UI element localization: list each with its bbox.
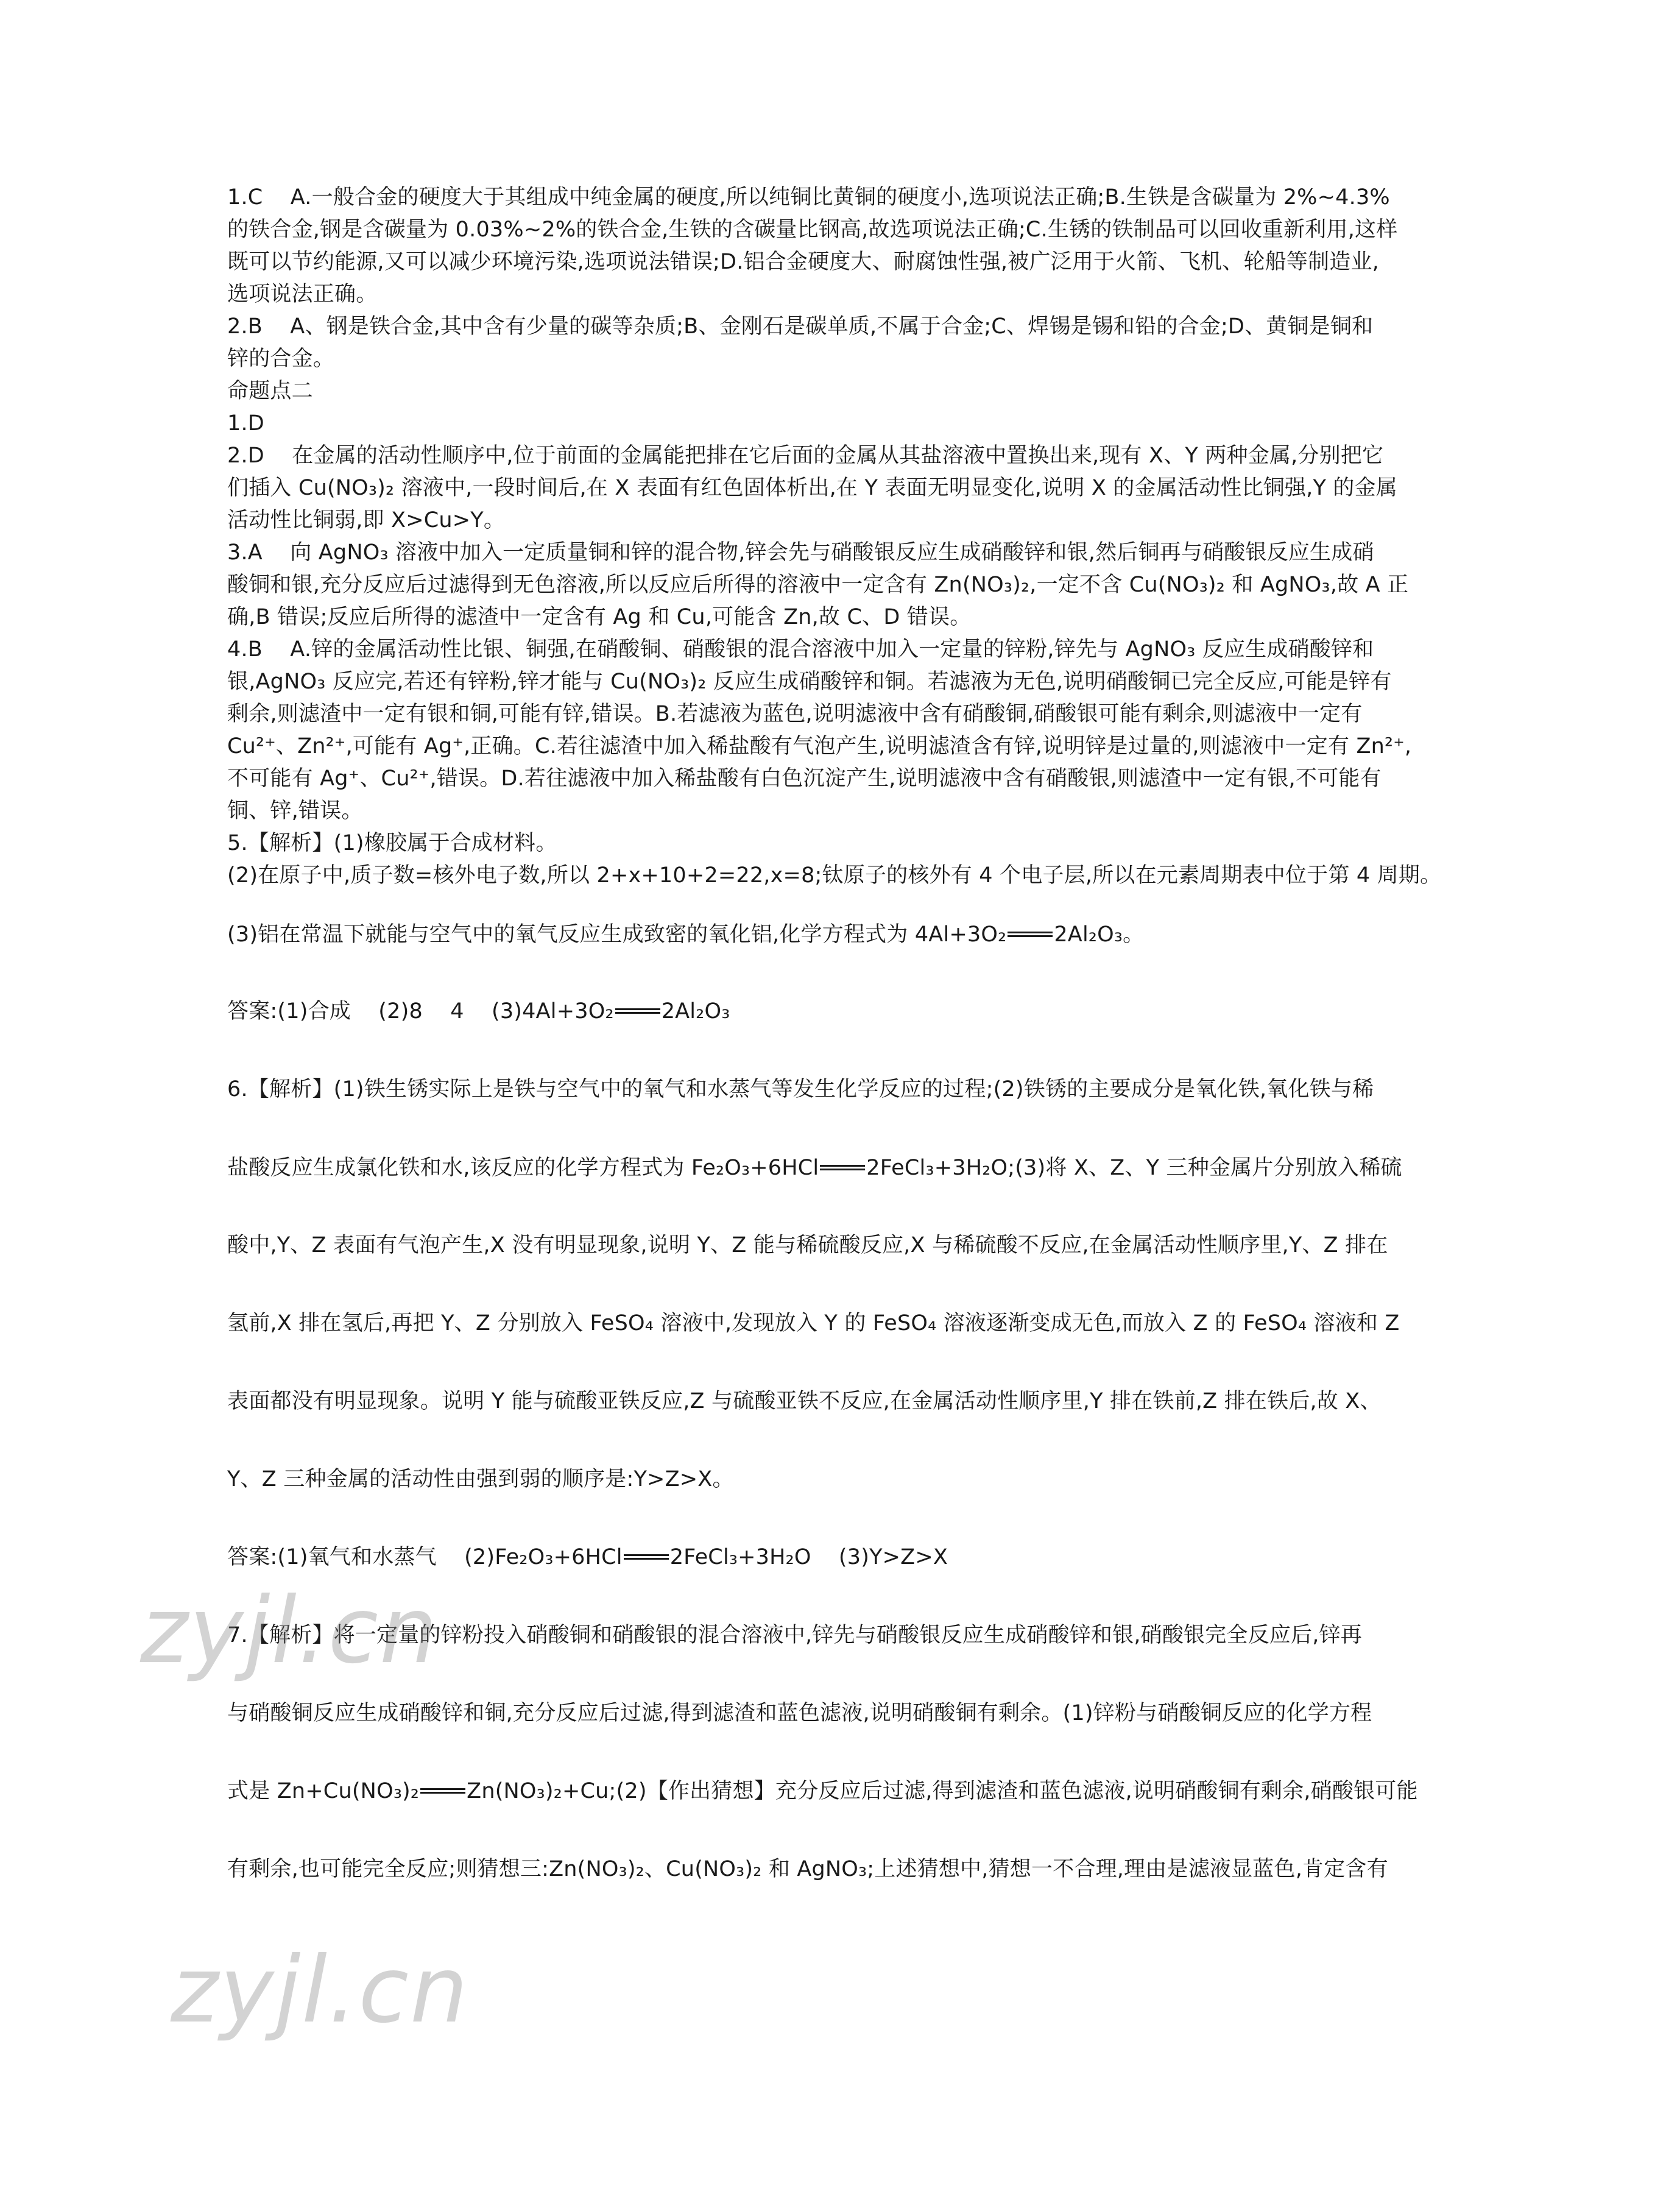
section-heading: 命题点二: [227, 379, 313, 403]
equation-line: [227, 920, 1452, 949]
text-line: 选项说法正确。: [227, 282, 378, 306]
text-line: 5.【解析】(1)橡胶属于合成材料。: [227, 831, 557, 855]
text-line: 确,B 错误;反应后所得的滤渣中一定含有 Ag 和 Cu,可能含 Zn,故 C、D 错误。: [227, 605, 972, 629]
watermark: zyjl.cn: [140, 1578, 439, 1684]
text-line: 4.B A.锌的金属活动性比银、铜强,在硝酸铜、硝酸银的混合溶液中加入一定量的锌粉,锌先与 AgNO₃ 反应生成硝酸锌和: [227, 637, 1374, 662]
text-segment: 答案:(1)氧气和水蒸气 (2)Fe₂O₃+6HCl: [227, 1545, 623, 1569]
reaction-equals-sign: [820, 1165, 865, 1170]
text-line: 1.C A.一般合金的硬度大于其组成中纯金属的硬度,所以纯铜比黄铜的硬度小,选项说法正确;B.生铁是含碳量为 2%~4.3%: [227, 185, 1390, 210]
text-segment: 2Al₂O₃。: [1054, 922, 1145, 947]
text-line: 2.D 在金属的活动性顺序中,位于前面的金属能把排在它后面的金属从其盐溶液中置换出来,现有 X、Y 两种金属,分别把它: [227, 444, 1384, 468]
text-line: 锌的合金。: [227, 347, 335, 371]
text-line: 不可能有 Ag⁺、Cu²⁺,错误。D.若往滤液中加入稀盐酸有白色沉淀产生,说明滤液中含有硝酸银,则滤渣中一定有银,不可能有: [227, 766, 1382, 791]
text-line: Y、Z 三种金属的活动性由强到弱的顺序是:Y>Z>X。: [227, 1467, 734, 1491]
equation-line: [227, 1777, 1452, 1806]
text-line: 铜、锌,错误。: [227, 799, 363, 823]
text-line: 酸中,Y、Z 表面有气泡产生,X 没有明显现象,说明 Y、Z 能与稀硫酸反应,X 与稀硫酸不反应,在金属活动性顺序里,Y、Z 排在: [227, 1233, 1388, 1257]
reaction-equals-sign: [1008, 932, 1053, 937]
text-line: 银,AgNO₃ 反应完,若还有锌粉,锌才能与 Cu(NO₃)₂ 反应生成硝酸锌和铜。若滤液为无色,说明硝酸铜已完全反应,可能是锌有: [227, 670, 1392, 694]
text-segment: 盐酸反应生成氯化铁和水,该反应的化学方程式为 Fe₂O₃+6HCl: [227, 1156, 819, 1180]
text-line: 氢前,X 排在氢后,再把 Y、Z 分别放入 FeSO₄ 溶液中,发现放入 Y 的 FeSO₄ 溶液逐渐变成无色,而放入 Z 的 FeSO₄ 溶液和 Z: [227, 1311, 1400, 1335]
text-segment: 2Al₂O₃: [661, 999, 730, 1024]
text-line: 剩余,则滤渣中一定有银和铜,可能有锌,错误。B.若滤液为蓝色,说明滤液中含有硝酸铜,硝酸银可能有剩余,则滤液中一定有: [227, 702, 1363, 726]
text-line: 既可以节约能源,又可以减少环境污染,选项说法错误;D.铝合金硬度大、耐腐蚀性强,被广泛用于火箭、飞机、轮船等制造业,: [227, 250, 1379, 274]
text-line: 们插入 Cu(NO₃)₂ 溶液中,一段时间后,在 X 表面有红色固体析出,在 Y 表面无明显变化,说明 X 的金属活动性比铜强,Y 的金属: [227, 476, 1397, 500]
text-line: 的铁合金,钢是含碳量为 0.03%~2%的铁合金,生铁的含碳量比钢高,故选项说法正确;C.生锈的铁制品可以回收重新利用,这样: [227, 218, 1398, 242]
text-line: 酸铜和银,充分反应后过滤得到无色溶液,所以反应后所得的溶液中一定含有 Zn(NO₃)₂,一定不含 Cu(NO₃)₂ 和 AgNO₃,故 A 正: [227, 573, 1409, 597]
text-line: 2.B A、钢是铁合金,其中含有少量的碳等杂质;B、金刚石是碳单质,不属于合金;C、焊锡是锡和铅的合金;D、黄铜是铜和: [227, 314, 1374, 339]
answer-line: [227, 1543, 1452, 1572]
text-line: 与硝酸铜反应生成硝酸锌和铜,充分反应后过滤,得到滤渣和蓝色滤液,说明硝酸铜有剩余。(1)锌粉与硝酸铜反应的化学方程: [227, 1701, 1372, 1725]
text-segment: 答案:(1)合成 (2)8 4 (3)4Al+3O₂: [227, 999, 614, 1024]
text-segment: 2FeCl₃+3H₂O (3)Y>Z>X: [669, 1545, 948, 1569]
text-line: 活动性比铜弱,即 X>Cu>Y。: [227, 508, 506, 532]
text-segment: 式是 Zn+Cu(NO₃)₂: [227, 1779, 420, 1803]
text-segment: Zn(NO₃)₂+Cu;(2)【作出猜想】充分反应后过滤,得到滤渣和蓝色滤液,说明硝酸铜有剩余,硝酸银可能: [467, 1779, 1418, 1803]
text-segment: 2FeCl₃+3H₂O;(3)将 X、Z、Y 三种金属片分别放入稀硫: [866, 1156, 1402, 1180]
reaction-equals-sign: [420, 1788, 465, 1794]
text-line: 表面都没有明显现象。说明 Y 能与硫酸亚铁反应,Z 与硫酸亚铁不反应,在金属活动性顺序里,Y 排在铁前,Z 排在铁后,故 X、: [227, 1389, 1382, 1413]
equation-line: [227, 1153, 1452, 1183]
reaction-equals-sign: [615, 1008, 660, 1014]
watermark: zyjl.cn: [171, 1937, 470, 2043]
text-line: 1.D: [227, 411, 264, 436]
text-line: (2)在原子中,质子数=核外电子数,所以 2+x+10+2=22,x=8;钛原子的核外有 4 个电子层,所以在元素周期表中位于第 4 周期。: [227, 863, 1442, 888]
answer-line: [227, 997, 1452, 1026]
text-segment: (3)铝在常温下就能与空气中的氧气反应生成致密的氧化铝,化学方程式为 4Al+3O₂: [227, 922, 1007, 947]
text-line: 6.【解析】(1)铁生锈实际上是铁与空气中的氧气和水蒸气等发生化学反应的过程;(2)铁锈的主要成分是氧化铁,氧化铁与稀: [227, 1077, 1374, 1102]
reaction-equals-sign: [624, 1554, 669, 1560]
text-line: 有剩余,也可能完全反应;则猜想三:Zn(NO₃)₂、Cu(NO₃)₂ 和 AgNO₃;上述猜想中,猜想一不合理,理由是滤液显蓝色,肯定含有: [227, 1857, 1388, 1881]
text-line: 3.A 向 AgNO₃ 溶液中加入一定质量铜和锌的混合物,锌会先与硝酸银反应生成硝酸锌和银,然后铜再与硝酸银反应生成硝: [227, 540, 1374, 565]
text-line: Cu²⁺、Zn²⁺,可能有 Ag⁺,正确。C.若往滤渣中加入稀盐酸有气泡产生,说明滤渣含有锌,说明锌是过量的,则滤液中一定有 Zn²⁺,: [227, 734, 1412, 759]
text-line: 7.【解析】将一定量的锌粉投入硝酸铜和硝酸银的混合溶液中,锌先与硝酸银反应生成硝酸锌和银,硝酸银完全反应后,锌再: [227, 1623, 1362, 1647]
